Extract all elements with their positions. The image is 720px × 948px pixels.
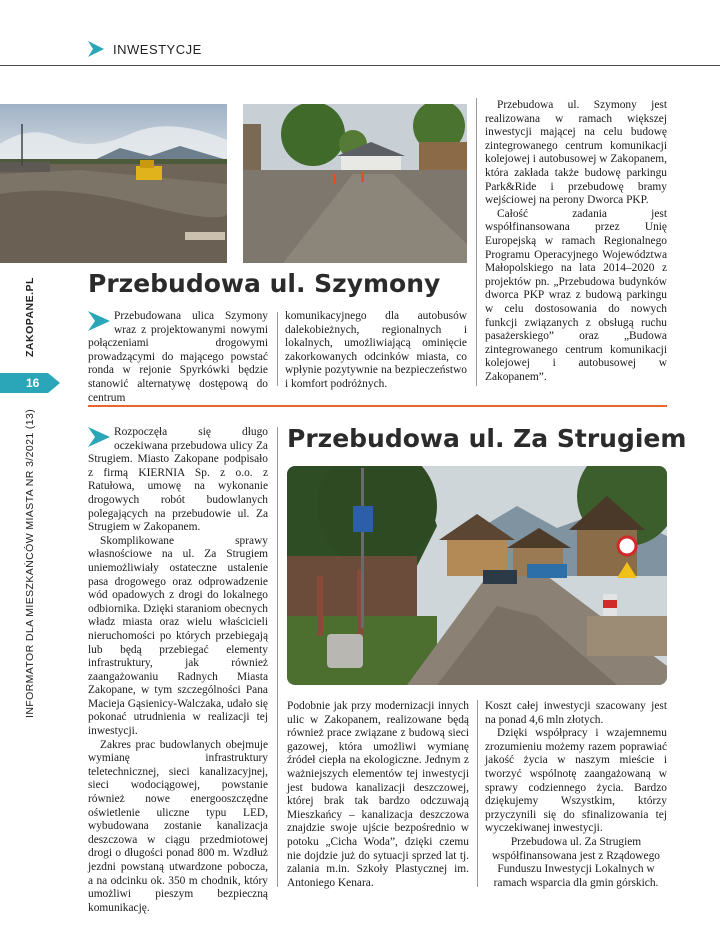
paragraph: komunikacyjnego dla autobusów dalekobieżnych, regionalnych i lokalnych, umożliwiającą ominięcie zakorkowanych odcinków miasta, co wpłynie pozytywnie na bezpieczeństwo i komfort podróżnych. — [285, 310, 467, 390]
column-divider — [277, 312, 278, 386]
article2-column-1 — [88, 426, 268, 915]
article1-column-1 — [88, 310, 268, 405]
paragraph: Rozpoczęła się długo oczekiwana przebudowa ulicy Za Strugiem. Miasto Zakopane podpisało z firmą KIERNIA Sp. z o.o. z Ratułowa, umowę na wykonanie drogowych robót budowlanych polegających na przebudowie ul. Za Strugiem w Zakopanem. — [88, 426, 268, 534]
publication-title: INFORMATOR DLA MIESZKAŃCÓW MIASTA NR 3/2021 (13) — [24, 408, 36, 718]
column-divider — [477, 700, 478, 887]
paragraph: Zakres prac budowlanych obejmuje wymianę infrastruktury teletechnicznej, sieci kanalizacyjnej, sieci wodociągowej, powstanie również nowe energooszczędne oświetlenie uliczne typu LED, wybudowana zostanie kanalizacja deszczowa w ciągu przedmiotowej drogi o długości ponad 800 m. Wzdłuż jezdni powstaną utwardzone pobocza, a na odcinku ok. 350 m chodnik, który umożliwi pieszym bezpieczną komunikację. — [88, 738, 268, 914]
header-divider — [0, 65, 720, 66]
article1-title: Przebudowa ul. Szymony — [88, 269, 441, 298]
paragraph: Przebudowa ul. Szymony jest realizowana w ramach większej inwestycji mającej na celu budowę zintegrowanego centrum komunikacji kolejowej i autobusowej w Zakopanem, która zakłada także budowę parkingu Park&Ride i przebudowę bramy wejściowej na perony Dworca PKP. — [485, 99, 667, 207]
article2-column-2 — [287, 700, 469, 890]
site-url: ZAKOPANE.PL — [24, 277, 36, 357]
page-arrow-icon — [48, 373, 60, 393]
article1-column-2 — [285, 310, 467, 392]
paragraph: Podobnie jak przy modernizacji innych ulic w Zakopanem, realizowane będą również prace związane z budową sieci gazowej, która umożliwi wymianę źródeł ciepła na ekologiczne. Jednym z ważniejszych elementów tej inwestycji jest budowa kanalizacji deszczowej, której brak tak bardzo odczuwają Mieszkańcy – kanalizacja deszczowa znajdzie swoje ujście bezpośrednio w potoku „Cicha Woda”, dzięki czemu nie dojdzie już do sytuacji sprzed lat tj. zalania m.in. Szkoły Plastycznej im. Antoniego Kenara. — [287, 700, 469, 889]
construction-photo-3 — [287, 466, 667, 685]
paragraph: Przebudowana ulica Szymony wraz z projektowanymi nowymi połączeniami drogowymi prowadzącymi do mającego powstać ronda w rejonie Spyrkówki będzie stanowić alternatywę dostępową do centrum — [88, 310, 268, 404]
article2-column-3 — [485, 700, 667, 890]
construction-photo-2 — [243, 104, 467, 263]
paragraph: Dzięki współpracy i wzajemnemu zrozumieniu możemy razem poprawiać jakość życia w naszym mieście i tworzyć wspólnotę zaangażowaną w sprawy codziennego życia. Bardzo dziękujemy Wszystkim, którzy przyczynili się do sfinalizowania tej wyczekiwanej inwestycji. — [485, 727, 667, 835]
construction-photo-1 — [0, 104, 227, 263]
chevron-right-icon — [88, 311, 110, 331]
section-label — [87, 40, 202, 58]
chevron-right-icon — [88, 427, 110, 447]
page-number: 16 — [26, 376, 40, 390]
paragraph: Całość zadania jest współfinansowana przez Unię Europejską w ramach Regionalnego Programu Operacyjnego Województwa Małopolskiego na lata 2014–2020 z projektów pn. „Przebudowa budynków dworca PKP wraz z budową parkingu w celu dostosowania do nowych funkcji związanych z obsługą ruchu pasażerskiego” oraz „Budowa zintegrowanego centrum komunikacji kolejowej i autobusowej w Zakopanem”. — [485, 207, 667, 383]
paragraph: Przebudowa ul. Za Strugiem współfinansowana jest z Rządowego Funduszu Inwestycji Lokalnych w ramach wsparcia dla gmin górskich. — [492, 835, 660, 889]
section-divider — [88, 405, 667, 407]
column-divider — [476, 98, 477, 386]
section-title: INWESTYCJE — [113, 41, 202, 57]
paragraph: Skomplikowane sprawy własnościowe na ul. Za Strugiem uniemożliwiały ostateczne ustalenie pasa drogowego oraz odprowadzenie wód opadowych z drogi do lokalnego odbiornika. Dzięki staraniom obecnych władz miasta oraz wielu właścicieli nieruchomości po których przebiegają lub będą przebiegać elementy infrastruktury, jak również zaangażowaniu Radnych Miasta Zakopane, w tym szczególności Pana Macieja Gąsienicy-Walczaka, udało się pokonać utrudnienia w realizacji tej inwestycji. — [88, 534, 268, 738]
article2-title: Przebudowa ul. Za Strugiem — [287, 424, 687, 453]
paragraph: Koszt całej inwestycji szacowany jest na ponad 4,6 mln złotych. — [485, 700, 667, 726]
column-divider — [277, 427, 278, 887]
article1-column-3 — [485, 99, 667, 384]
chevron-right-icon — [87, 40, 105, 58]
page-number-badge — [0, 373, 48, 393]
